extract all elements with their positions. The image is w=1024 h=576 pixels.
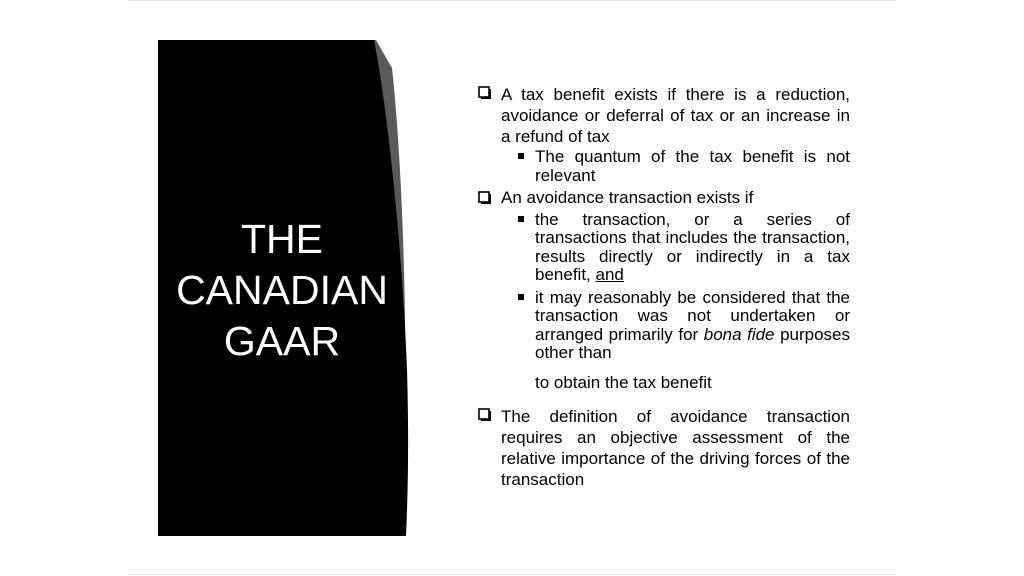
bullet-text: An avoidance transaction exists if — [501, 188, 754, 207]
bullet-text: the transaction, or a series of transactions that includes the transaction, results directly or indirectly in a tax benefit, — [535, 209, 850, 284]
list-item — [478, 406, 850, 490]
top-rule — [128, 0, 896, 1]
hollow-square-bullet-icon — [478, 191, 491, 204]
list-item — [478, 84, 850, 147]
hollow-square-bullet-icon — [478, 408, 491, 421]
filled-square-bullet-icon — [518, 216, 524, 222]
list-item — [478, 189, 850, 208]
slide-title — [158, 214, 406, 367]
list-item-continuation — [478, 368, 850, 393]
bullet-text: The quantum of the tax benefit is not relevant — [535, 147, 850, 185]
bullet-text-wrapper — [535, 289, 850, 363]
bullet-text: it may reasonably be considered that the transaction was not undertaken or arranged primarily for — [535, 287, 850, 344]
bullet-text: to obtain the tax benefit — [535, 372, 712, 392]
list-item — [478, 211, 850, 285]
bullet-text-wrapper — [535, 211, 850, 285]
filled-square-bullet-icon — [518, 294, 524, 300]
bottom-rule — [128, 574, 896, 575]
italic-term: bona fide — [703, 324, 775, 344]
bullet-text: A tax benefit exists if there is a reduction, avoidance or deferral of tax or an increase in a refund of tax — [501, 85, 850, 146]
list-item — [478, 148, 850, 185]
bullet-text: The definition of avoidance transaction requires an objective assessment of the relative importance of the driving forces of the transaction — [501, 407, 850, 489]
emphasis-and: and — [595, 265, 624, 284]
list-item — [478, 289, 850, 363]
filled-square-bullet-icon — [518, 153, 524, 159]
title-line: THE — [241, 216, 323, 262]
hollow-square-bullet-icon — [478, 86, 491, 99]
bullet-text: purposes other than — [535, 324, 851, 362]
title-line: CANADIAN — [176, 267, 388, 313]
bullet-list — [478, 84, 850, 490]
title-line: GAAR — [223, 318, 341, 364]
